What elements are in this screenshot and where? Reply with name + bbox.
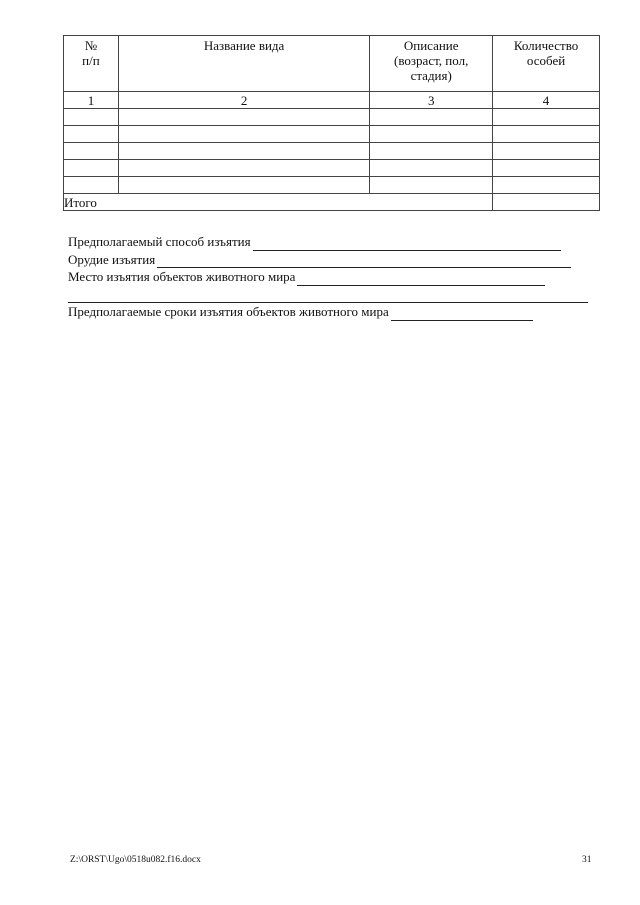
column-number: 3 — [370, 92, 493, 109]
table-cell[interactable] — [64, 126, 119, 143]
table-row — [64, 126, 600, 143]
header-number-line2: п/п — [82, 53, 100, 68]
table-cell[interactable] — [493, 160, 600, 177]
field-capture-method-label: Предполагаемый способ изъятия — [68, 234, 251, 249]
header-count-line1: Количество — [513, 38, 579, 53]
table-row — [64, 143, 600, 160]
field-capture-place-continued-input[interactable] — [68, 290, 588, 303]
footer-file-path: Z:\ORST\Ugo\0518u082.f16.docx — [70, 855, 201, 865]
table-cell[interactable] — [370, 177, 493, 194]
table-cell[interactable] — [118, 177, 369, 194]
column-number: 4 — [493, 92, 600, 109]
field-capture-dates — [68, 303, 608, 321]
header-count — [493, 36, 600, 92]
table-cell[interactable] — [64, 143, 119, 160]
table-row — [64, 177, 600, 194]
field-capture-method-input[interactable] — [253, 238, 561, 251]
field-capture-place-continued — [68, 286, 608, 304]
header-species-name — [118, 36, 369, 92]
table-cell[interactable] — [64, 109, 119, 126]
table-cell[interactable] — [493, 143, 600, 160]
table-cell[interactable] — [370, 143, 493, 160]
header-number-line1: № — [84, 38, 98, 53]
column-number: 2 — [118, 92, 369, 109]
table-cell[interactable] — [118, 143, 369, 160]
field-capture-tool — [68, 251, 608, 269]
table-cell[interactable] — [118, 160, 369, 177]
total-value[interactable] — [493, 194, 600, 211]
table-row — [64, 109, 600, 126]
field-capture-dates-input[interactable] — [391, 308, 533, 321]
table-cell[interactable] — [493, 109, 600, 126]
table-cell[interactable] — [118, 126, 369, 143]
table-cell[interactable] — [64, 177, 119, 194]
column-number-row — [64, 92, 600, 109]
total-label: Итого — [64, 194, 493, 211]
species-table — [63, 35, 600, 211]
total-row — [64, 194, 600, 211]
field-capture-dates-label: Предполагаемые сроки изъятия объектов животного мира — [68, 304, 389, 319]
form-fields — [68, 233, 608, 321]
table-cell[interactable] — [370, 109, 493, 126]
field-capture-place-label: Место изъятия объектов животного мира — [68, 269, 296, 284]
table-cell[interactable] — [370, 160, 493, 177]
table-cell[interactable] — [370, 126, 493, 143]
table-cell[interactable] — [493, 126, 600, 143]
header-description — [370, 36, 493, 92]
footer-page-number: 31 — [582, 855, 592, 865]
table-cell[interactable] — [493, 177, 600, 194]
field-capture-method — [68, 233, 608, 251]
header-number — [64, 36, 119, 92]
column-number: 1 — [64, 92, 119, 109]
field-capture-place — [68, 268, 608, 286]
table-row — [64, 160, 600, 177]
field-capture-tool-input[interactable] — [157, 255, 571, 268]
table-cell[interactable] — [118, 109, 369, 126]
header-description-line3: стадия) — [410, 68, 452, 83]
header-count-line2: особей — [526, 53, 566, 68]
header-description-line1: Описание — [403, 38, 459, 53]
header-species-name-text: Название вида — [203, 38, 285, 53]
field-capture-place-input[interactable] — [297, 273, 545, 286]
header-description-line2: (возраст, пол, — [394, 53, 469, 68]
table-header-row — [64, 36, 600, 92]
field-capture-tool-label: Орудие изъятия — [68, 251, 156, 267]
table-cell[interactable] — [64, 160, 119, 177]
